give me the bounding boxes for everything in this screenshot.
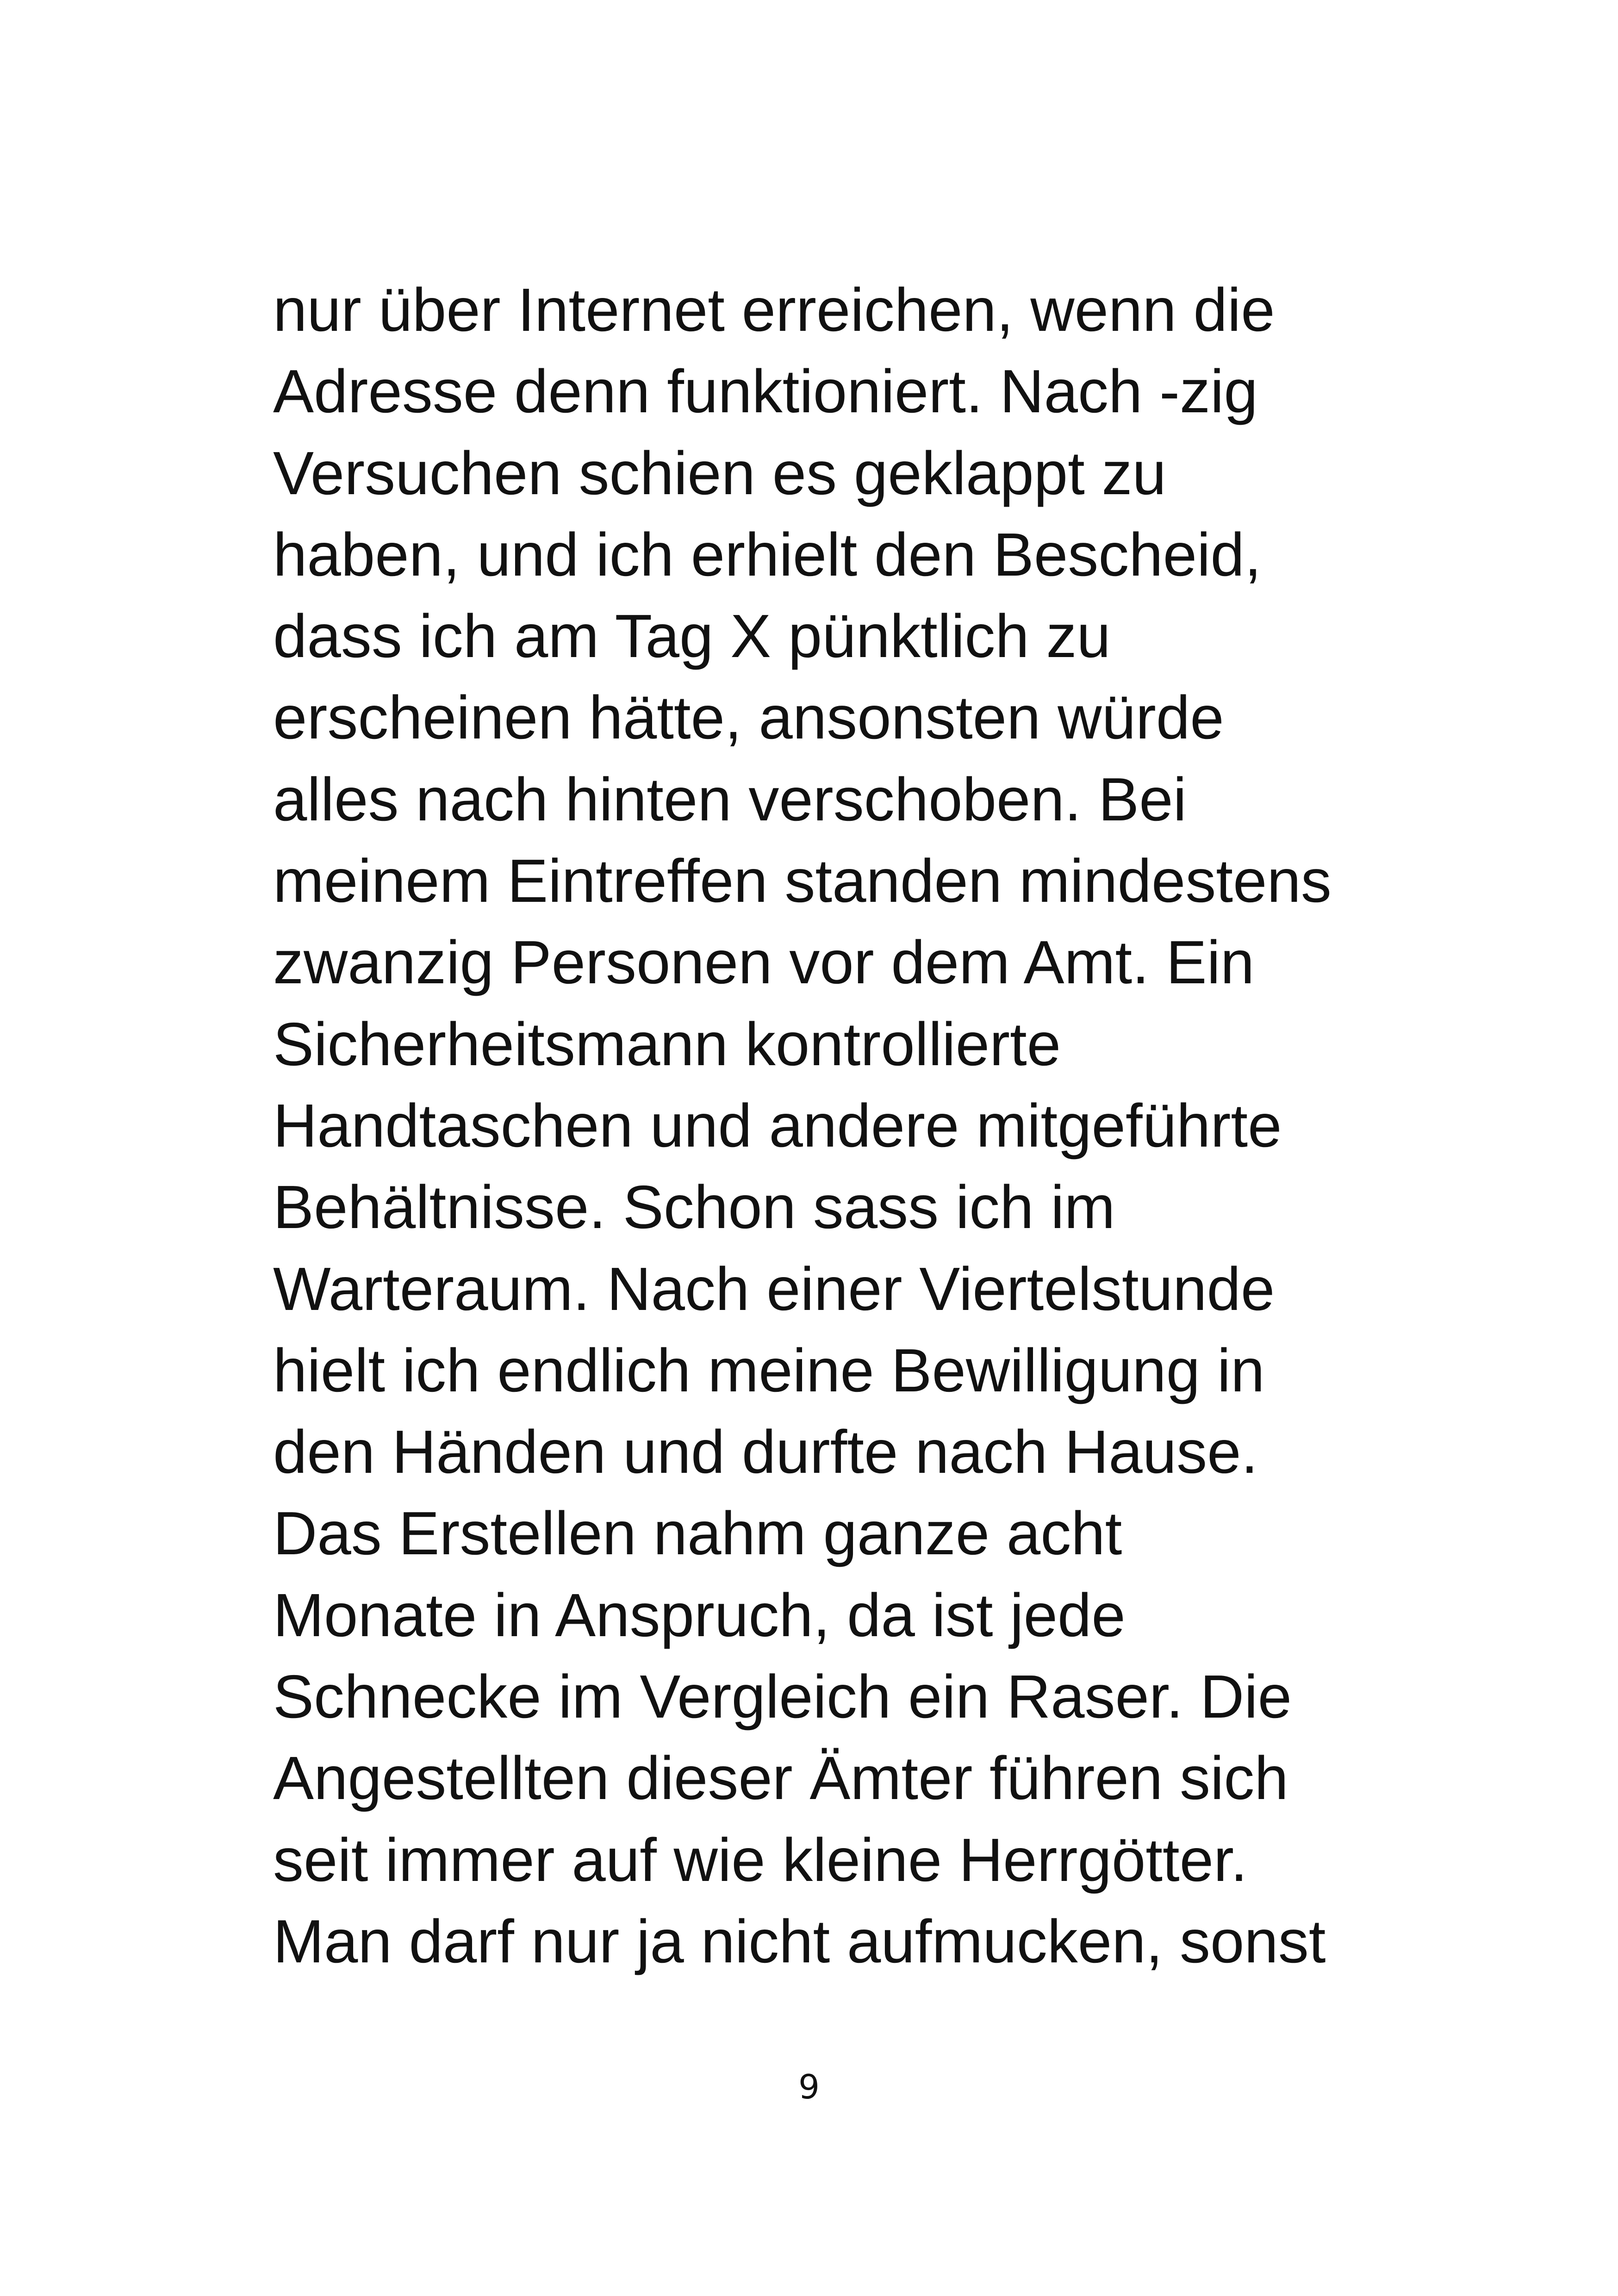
text-line: Angestellten dieser Ämter führen sich: [273, 1744, 1288, 1812]
text-line: Das Erstellen nahm ganze acht: [273, 1499, 1122, 1568]
text-line: Monate in Anspruch, da ist jede: [273, 1581, 1126, 1649]
page-number: 9: [798, 2067, 820, 2106]
text-line: haben, und ich erhielt den Bescheid,: [273, 520, 1262, 589]
text-line: zwanzig Personen vor dem Amt. Ein: [273, 928, 1255, 997]
text-line: Behältnisse. Schon sass ich im: [273, 1173, 1115, 1241]
text-line: Versuchen schien es geklappt zu: [273, 439, 1166, 507]
body-text: [273, 269, 1615, 1982]
text-line: alles nach hinten verschoben. Bei: [273, 765, 1187, 833]
text-line: Adresse denn funktioniert. Nach -zig: [273, 357, 1258, 426]
text-line: dass ich am Tag X pünktlich zu: [273, 602, 1111, 670]
text-line: Schnecke im Vergleich ein Raser. Die: [273, 1663, 1292, 1731]
text-line: meinem Eintreffen standen mindestens: [273, 847, 1332, 915]
text-line: Warteraum. Nach einer Viertelstunde: [273, 1254, 1275, 1323]
text-line: den Händen und durfte nach Hause.: [273, 1418, 1258, 1486]
text-line: hielt ich endlich meine Bewilligung in: [273, 1336, 1265, 1404]
text-line: erscheinen hätte, ansonsten würde: [273, 683, 1224, 752]
text-line: Handtaschen und andere mitgeführte: [273, 1091, 1282, 1160]
text-line: Sicherheitsmann kontrollierte: [273, 1010, 1061, 1078]
text-line: nur über Internet erreichen, wenn die: [273, 276, 1275, 344]
text-line: Man darf nur ja nicht aufmucken, sonst: [273, 1907, 1326, 1975]
text-line: seit immer auf wie kleine Herrgötter.: [273, 1825, 1248, 1894]
